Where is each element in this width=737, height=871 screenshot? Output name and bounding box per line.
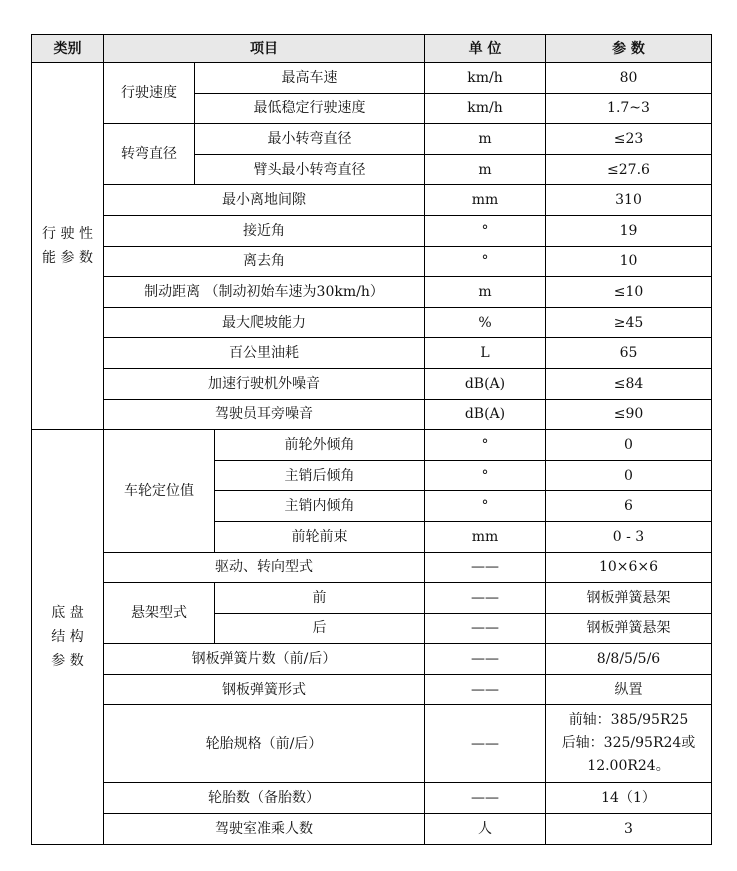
table-row [32, 63, 712, 94]
item-cell: 后 [215, 613, 425, 644]
value-cell: ≤10 [546, 277, 712, 308]
group-speed: 行驶速度 [104, 63, 195, 124]
value-cell: 6 [546, 491, 712, 522]
value-cell: 1.7~3 [546, 93, 712, 124]
group-suspension: 悬架型式 [104, 583, 215, 644]
unit-cell: mm [425, 185, 546, 216]
value-cell: 钢板弹簧悬架 [546, 583, 712, 614]
table-row [32, 368, 712, 399]
item-cell: 驱动、转向型式 [104, 552, 425, 583]
table-row [32, 430, 712, 461]
unit-cell: m [425, 124, 546, 155]
table-row [32, 185, 712, 216]
table-row [32, 215, 712, 246]
table-row [32, 552, 712, 583]
section-label: 结 构 [51, 628, 84, 645]
table-row [32, 307, 712, 338]
unit-cell: mm [425, 521, 546, 552]
item-cell: 前 [215, 583, 425, 614]
item-cell: 制动距离 （制动初始车速为30km/h） [104, 277, 425, 308]
unit-cell: —— [425, 705, 546, 783]
value-cell: 80 [546, 63, 712, 94]
unit-cell: ° [425, 246, 546, 277]
value-cell: 10×6×6 [546, 552, 712, 583]
table-row [32, 814, 712, 845]
unit-cell: km/h [425, 63, 546, 94]
item-cell: 轮胎规格（前/后） [104, 705, 425, 783]
value-cell: ≤90 [546, 399, 712, 430]
unit-cell: dB(A) [425, 368, 546, 399]
unit-cell: L [425, 338, 546, 369]
item-cell: 百公里油耗 [104, 338, 425, 369]
header-unit: 单 位 [425, 35, 546, 63]
table-row [32, 124, 712, 155]
value-cell: ≥45 [546, 307, 712, 338]
unit-cell: —— [425, 613, 546, 644]
table-row [32, 399, 712, 430]
value-cell: 310 [546, 185, 712, 216]
unit-cell: m [425, 154, 546, 185]
section-driving [32, 63, 104, 430]
unit-cell: % [425, 307, 546, 338]
unit-cell: —— [425, 644, 546, 675]
value-cell: 10 [546, 246, 712, 277]
unit-cell: ° [425, 491, 546, 522]
item-cell: 最小离地间隙 [104, 185, 425, 216]
table-row [32, 644, 712, 675]
section-chassis [32, 430, 104, 845]
item-cell: 接近角 [104, 215, 425, 246]
item-cell: 主销内倾角 [215, 491, 425, 522]
table-row [32, 277, 712, 308]
item-cell: 钢板弹簧形式 [104, 674, 425, 705]
unit-cell: 人 [425, 814, 546, 845]
unit-cell: ° [425, 430, 546, 461]
item-cell: 最高车速 [195, 63, 425, 94]
item-cell: 最低稳定行驶速度 [195, 93, 425, 124]
table-row [32, 246, 712, 277]
unit-cell: ° [425, 460, 546, 491]
section-label: 参 数 [51, 652, 84, 669]
spec-table [31, 34, 712, 845]
value-cell: 钢板弹簧悬架 [546, 613, 712, 644]
section-label: 能 参 数 [42, 250, 93, 267]
value-cell: 0 [546, 430, 712, 461]
item-cell: 离去角 [104, 246, 425, 277]
value-cell: 65 [546, 338, 712, 369]
value-cell: 19 [546, 215, 712, 246]
section-label: 底 盘 [51, 604, 84, 621]
value-cell: ≤27.6 [546, 154, 712, 185]
value-cell: 14（1） [546, 783, 712, 814]
unit-cell: km/h [425, 93, 546, 124]
tire-front-spec: 前轴：385/95R25 [568, 712, 689, 729]
tire-rear-spec-alt: 12.00R24。 [587, 758, 670, 775]
tire-rear-spec: 后轴：325/95R24或 [561, 735, 696, 752]
table-row [32, 783, 712, 814]
value-cell: ≤23 [546, 124, 712, 155]
group-turning: 转弯直径 [104, 124, 195, 185]
section-label: 行 驶 性 [42, 226, 93, 243]
item-cell: 最小转弯直径 [195, 124, 425, 155]
item-cell: 驾驶室准乘人数 [104, 814, 425, 845]
table-row [32, 705, 712, 783]
value-cell: ≤84 [546, 368, 712, 399]
item-cell: 钢板弹簧片数（前/后） [104, 644, 425, 675]
value-cell: 3 [546, 814, 712, 845]
header-item: 项目 [104, 35, 425, 63]
item-cell: 主销后倾角 [215, 460, 425, 491]
item-cell: 最大爬坡能力 [104, 307, 425, 338]
item-cell: 前轮外倾角 [215, 430, 425, 461]
unit-cell: —— [425, 583, 546, 614]
value-cell: 0 - 3 [546, 521, 712, 552]
value-cell: 8/8/5/5/6 [546, 644, 712, 675]
table-row [32, 674, 712, 705]
unit-cell: m [425, 277, 546, 308]
item-cell: 臂头最小转弯直径 [195, 154, 425, 185]
header-param: 参 数 [546, 35, 712, 63]
unit-cell: —— [425, 783, 546, 814]
group-wheel-alignment: 车轮定位值 [104, 430, 215, 552]
item-cell: 前轮前束 [215, 521, 425, 552]
unit-cell: dB(A) [425, 399, 546, 430]
table-row [32, 583, 712, 614]
value-cell [546, 705, 712, 783]
value-cell: 纵置 [546, 674, 712, 705]
table-row [32, 338, 712, 369]
header-category: 类别 [32, 35, 104, 63]
item-cell: 轮胎数（备胎数） [104, 783, 425, 814]
item-cell: 驾驶员耳旁噪音 [104, 399, 425, 430]
item-cell: 加速行驶机外噪音 [104, 368, 425, 399]
header-row [32, 35, 712, 63]
unit-cell: —— [425, 674, 546, 705]
value-cell: 0 [546, 460, 712, 491]
unit-cell: ° [425, 215, 546, 246]
unit-cell: —— [425, 552, 546, 583]
